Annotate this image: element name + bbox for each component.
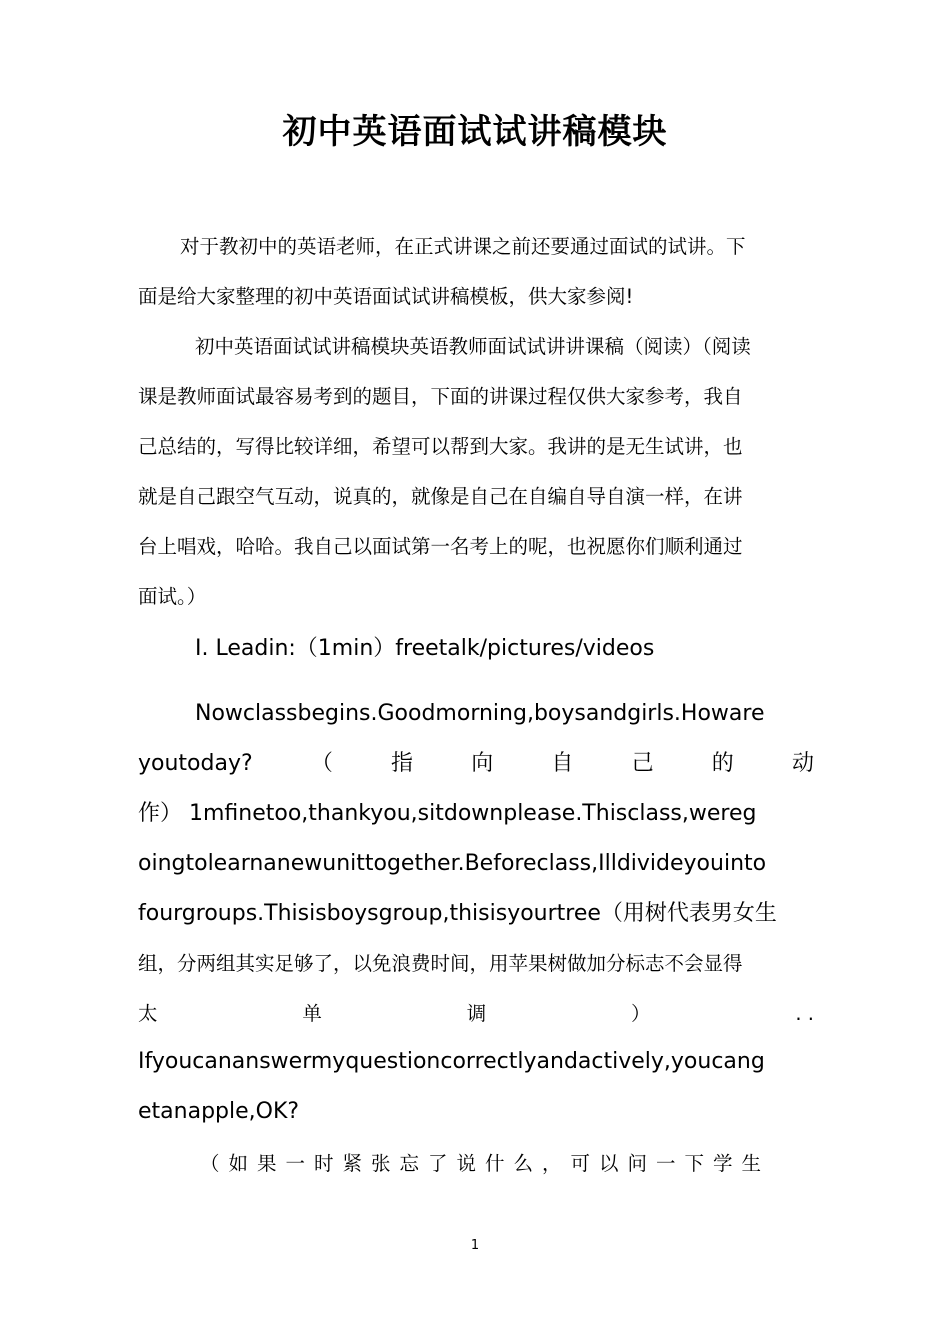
para3-line-3: 作） 1mfinetoo,thankyou,sitdownplease.Thisclass,wereg: [138, 801, 757, 826]
word: 的: [711, 751, 734, 776]
para3-line-4: oingtolearnanewunittogether.Beforeclass,Illdivideyouinto: [138, 851, 767, 876]
intro-line-1: 对于教初中的英语老师，在正式讲课之前还要通过面试的试讲。下: [180, 235, 746, 258]
para2-line-5: 台上唱戏，哈哈。我自己以面试第一名考上的呢，也祝愿你们顺利通过: [138, 535, 743, 558]
word: 太: [138, 1002, 158, 1025]
para2-line-4: 就是自己跟空气互动，说真的，就像是自己在自编自导自演一样，在讲: [138, 485, 743, 508]
word: 向: [471, 751, 494, 776]
para3-line-7: [138, 1000, 814, 1028]
word: 单: [302, 1002, 322, 1025]
para2-line-6: 面试。）: [138, 585, 207, 608]
word: 指: [391, 751, 414, 776]
para3-line-6: 组，分两组其实足够了，以免浪费时间，用苹果树做加分标志不会显得: [138, 952, 743, 975]
document-title: 初中英语面试试讲稿模块: [282, 112, 668, 152]
intro-line-2: 面是给大家整理的初中英语面试试讲稿模板，供大家参阅!: [138, 285, 634, 308]
word: 己: [631, 751, 654, 776]
word: （: [310, 751, 333, 776]
page-number: 1: [470, 1238, 480, 1253]
word: 动: [791, 751, 814, 776]
para3-line-2: [138, 750, 814, 778]
para3-line-8: Ifyoucananswermyquestioncorrectlyandactively,youcang: [138, 1049, 765, 1074]
para4-line-1: （如果一时紧张忘了说什么，可以问一下学生: [200, 1152, 771, 1175]
word: 自: [551, 751, 574, 776]
para3-line-1: Nowclassbegins.Goodmorning,boysandgirls.Howare: [195, 701, 765, 726]
para2-line-2: 课是教师面试最容易考到的题目，下面的讲课过程仅供大家参考，我自: [138, 385, 743, 408]
para2-line-3: 己总结的，写得比较详细，希望可以帮到大家。我讲的是无生试讲，也: [138, 435, 743, 458]
para3-line-9: etanapple,OK?: [138, 1099, 300, 1124]
para2-line-1: 初中英语面试试讲稿模块英语教师面试试讲讲课稿（阅读）（阅读: [195, 335, 751, 358]
word: ）: [631, 1002, 651, 1025]
word: youtoday?: [138, 751, 253, 776]
section-heading-leadin: I. Leadin:（1min）freetalk/pictures/videos: [195, 636, 655, 661]
word: . .: [795, 1002, 814, 1025]
word: 调: [466, 1002, 487, 1025]
para3-line-5: fourgroups.Thisisboysgroup,thisisyourtree（用树代表男女生: [138, 901, 777, 926]
